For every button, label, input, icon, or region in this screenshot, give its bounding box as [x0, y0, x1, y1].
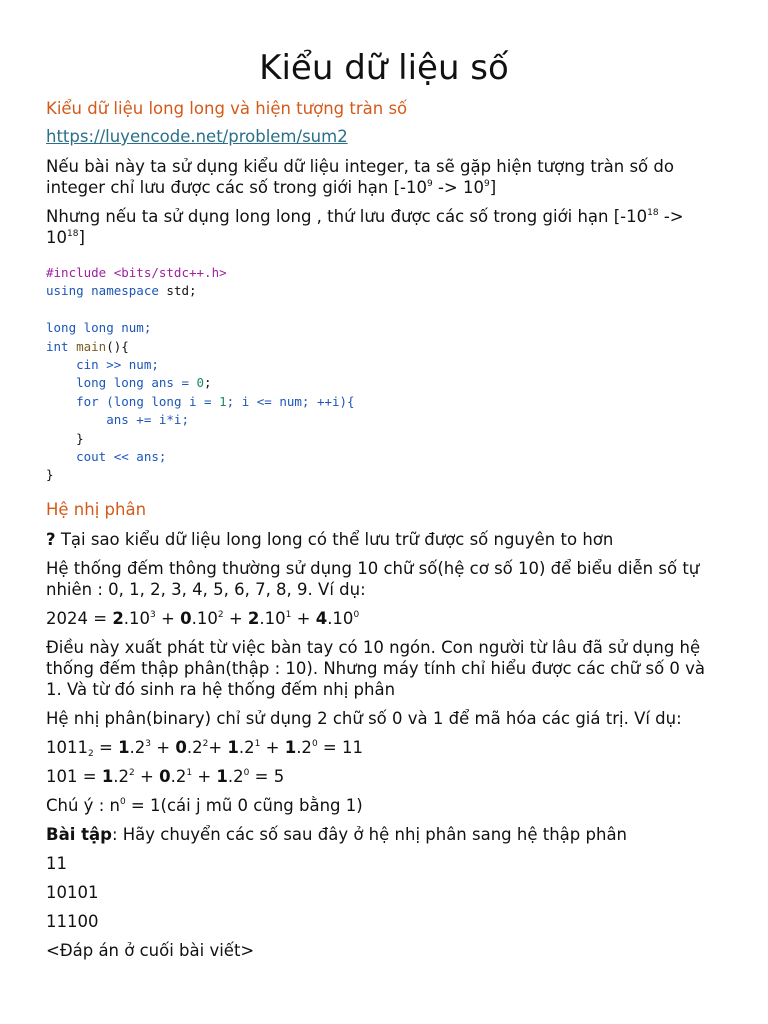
note-zero-power: Chú ý : $n^0$ = 1(cái j mũ 0 cũng bằng 1) [46, 795, 363, 815]
equation-decimal-2024: $2024 = 2.10^3 + 0.10^2 + 2.10^1 + 4.10^0$ [46, 608, 360, 628]
exercise-prompt: Bài tập: Hãy chuyển các số sau đây ở hệ nhị phân sang hệ thập phân [46, 824, 628, 844]
exercise-item: 11 [46, 853, 67, 873]
paragraph-long-long-range: Nhưng nếu ta sử dụng long long , thứ lưu được các số trong giới hạn $[-10^{18} -> 10^{18}]$ [46, 207, 684, 247]
section-heading-long-long: Kiểu dữ liệu long long và hiện tượng tràn số [46, 99, 408, 118]
equation-binary-1011: $1011_2 = 1.2^3 + 0.2^2+ 1.2^1 + 1.2^0 = 11$ [46, 737, 363, 759]
exercise-item: 10101 [46, 882, 99, 902]
paragraph-binary-intro: Hệ nhị phân(binary) chỉ sử dụng 2 chữ số 0 và 1 để mã hóa các giá trị. Ví dụ: [46, 708, 682, 728]
problem-link[interactable]: https://luyencode.net/problem/sum2 [46, 127, 348, 146]
answer-note: <Đáp án ở cuối bài viết> [46, 940, 255, 960]
paragraph-decimal-system: Hệ thống đếm thông thường sử dụng 10 chữ số(hệ cơ số 10) để biểu diễn số tự nhiên : 0, 1, 2, 3, 4, 5, 6, 7, 8, 9. Ví dụ: [46, 558, 700, 599]
code-block: #include <bits/stdc++.h> using namespace std; long long num; int main(){ cin >> num; long long ans = 0; for (long long i = 1; i <= num; ++i){ ans += i*i; } cout << ans; } [46, 265, 355, 483]
page-title: Kiểu dữ liệu số [259, 48, 509, 88]
section-heading-binary: Hệ nhị phân [46, 499, 147, 519]
equation-binary-101: $101 = 1.2^2 + 0.2^1 + 1.2^0 = 5$ [46, 766, 285, 786]
exercise-item: 11100 [46, 911, 99, 931]
paragraph-integer-overflow: Nếu bài này ta sử dụng kiểu dữ liệu integer, ta sẽ gặp hiện tượng tràn số do integer chỉ lưu được các số trong giới hạn $[-10^9 -> 10^9]$ [46, 157, 674, 197]
question-paragraph: ? Tại sao kiểu dữ liệu long long có thể lưu trữ được số nguyên to hơn [46, 529, 614, 549]
paragraph-fingers-origin: Điều này xuất phát từ việc bàn tay có 10 ngón. Con người từ lâu đã sử dụng hệ thống đếm thập phân(thập : 10). Nhưng máy tính chỉ hiểu được các chữ số 0 và 1. Và từ đó sinh ra hệ thống đếm nhị phân [46, 637, 706, 699]
